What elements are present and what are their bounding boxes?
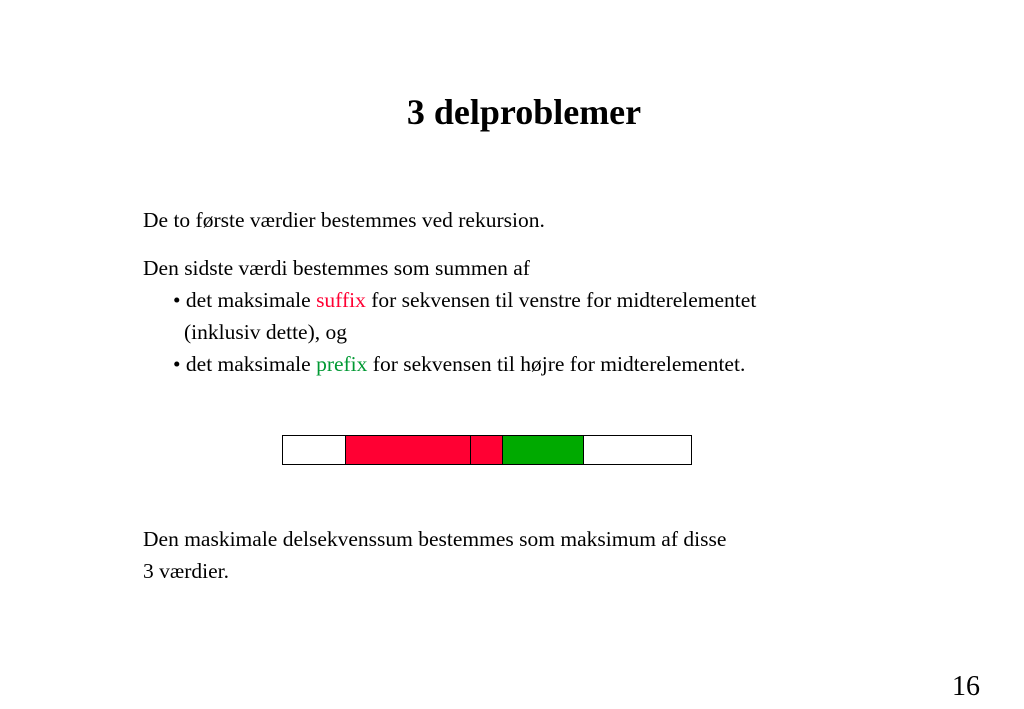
suffix-keyword: suffix: [316, 288, 366, 312]
bullet-suffix-tail: for sekvensen til venstre for midterelementet: [365, 288, 757, 312]
bullet-prefix: [143, 348, 943, 380]
bullet-suffix-lead: • det maksimale: [173, 288, 317, 312]
bullet-prefix-lead: • det maksimale: [173, 352, 317, 376]
prefix-segment: [503, 436, 584, 464]
conclusion-line-2: 3 værdier.: [143, 559, 229, 583]
suffix-segment: [345, 436, 471, 464]
conclusion-text: [143, 523, 943, 587]
bullet-suffix: [143, 284, 943, 316]
sequence-bar: [282, 435, 692, 465]
slide-title: 3 delproblemer: [406, 92, 642, 132]
bullet-suffix-continuation: (inklusiv dette), og: [184, 320, 348, 344]
page-number: 16: [952, 671, 980, 702]
prefix-keyword: prefix: [316, 352, 368, 376]
slide-body: [143, 204, 943, 380]
conclusion-line-1: Den maskimale delsekvenssum bestemmes som maksimum af disse: [143, 527, 727, 551]
middle-element-segment: [471, 436, 503, 464]
paragraph-sum: Den sidste værdi bestemmes som summen af: [143, 256, 530, 280]
paragraph-recursion: De to første værdier bestemmes ved rekursion.: [143, 208, 545, 232]
bullet-prefix-tail: for sekvensen til højre for midterelementet.: [367, 352, 746, 376]
